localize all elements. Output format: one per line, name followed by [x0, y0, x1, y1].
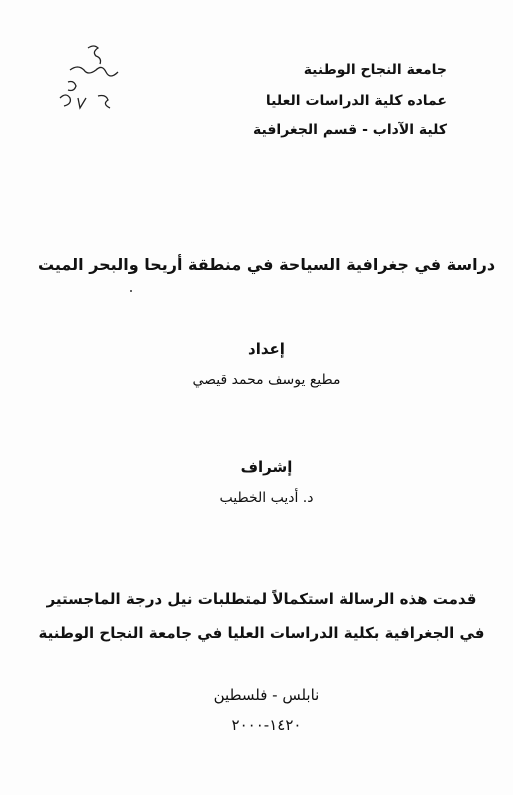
submission-statement-line-1: قدمت هذه الرسالة استكمالاً لمتطلبات نيل درجة الماجستير	[46, 590, 477, 608]
supervision-label: إشراف	[240, 458, 293, 476]
faculty-department: كلية الآداب - قسم الجغرافية	[253, 122, 447, 138]
deanship-name: عماده كلية الدراسات العليا	[265, 93, 447, 109]
supervisor-name: د. أديب الخطيب	[219, 490, 314, 506]
submission-statement-line-2: في الجغرافية بكلية الدراسات العليا في جامعة النجاح الوطنية	[38, 624, 485, 642]
ink-speck	[130, 290, 132, 292]
university-name: جامعة النجاح الوطنية	[303, 62, 447, 78]
years: ١٤٢٠-٢٠٠٠	[231, 716, 302, 734]
prepared-by-label: إعداد	[248, 340, 285, 358]
location: نابلس - فلسطين	[213, 686, 320, 704]
thesis-title: دراسة في جغرافية السياحة في منطقة أريحا والبحر الميت	[37, 255, 496, 274]
author-name: مطيع يوسف محمد قيصي	[192, 372, 341, 388]
handwritten-annotation	[48, 40, 138, 115]
